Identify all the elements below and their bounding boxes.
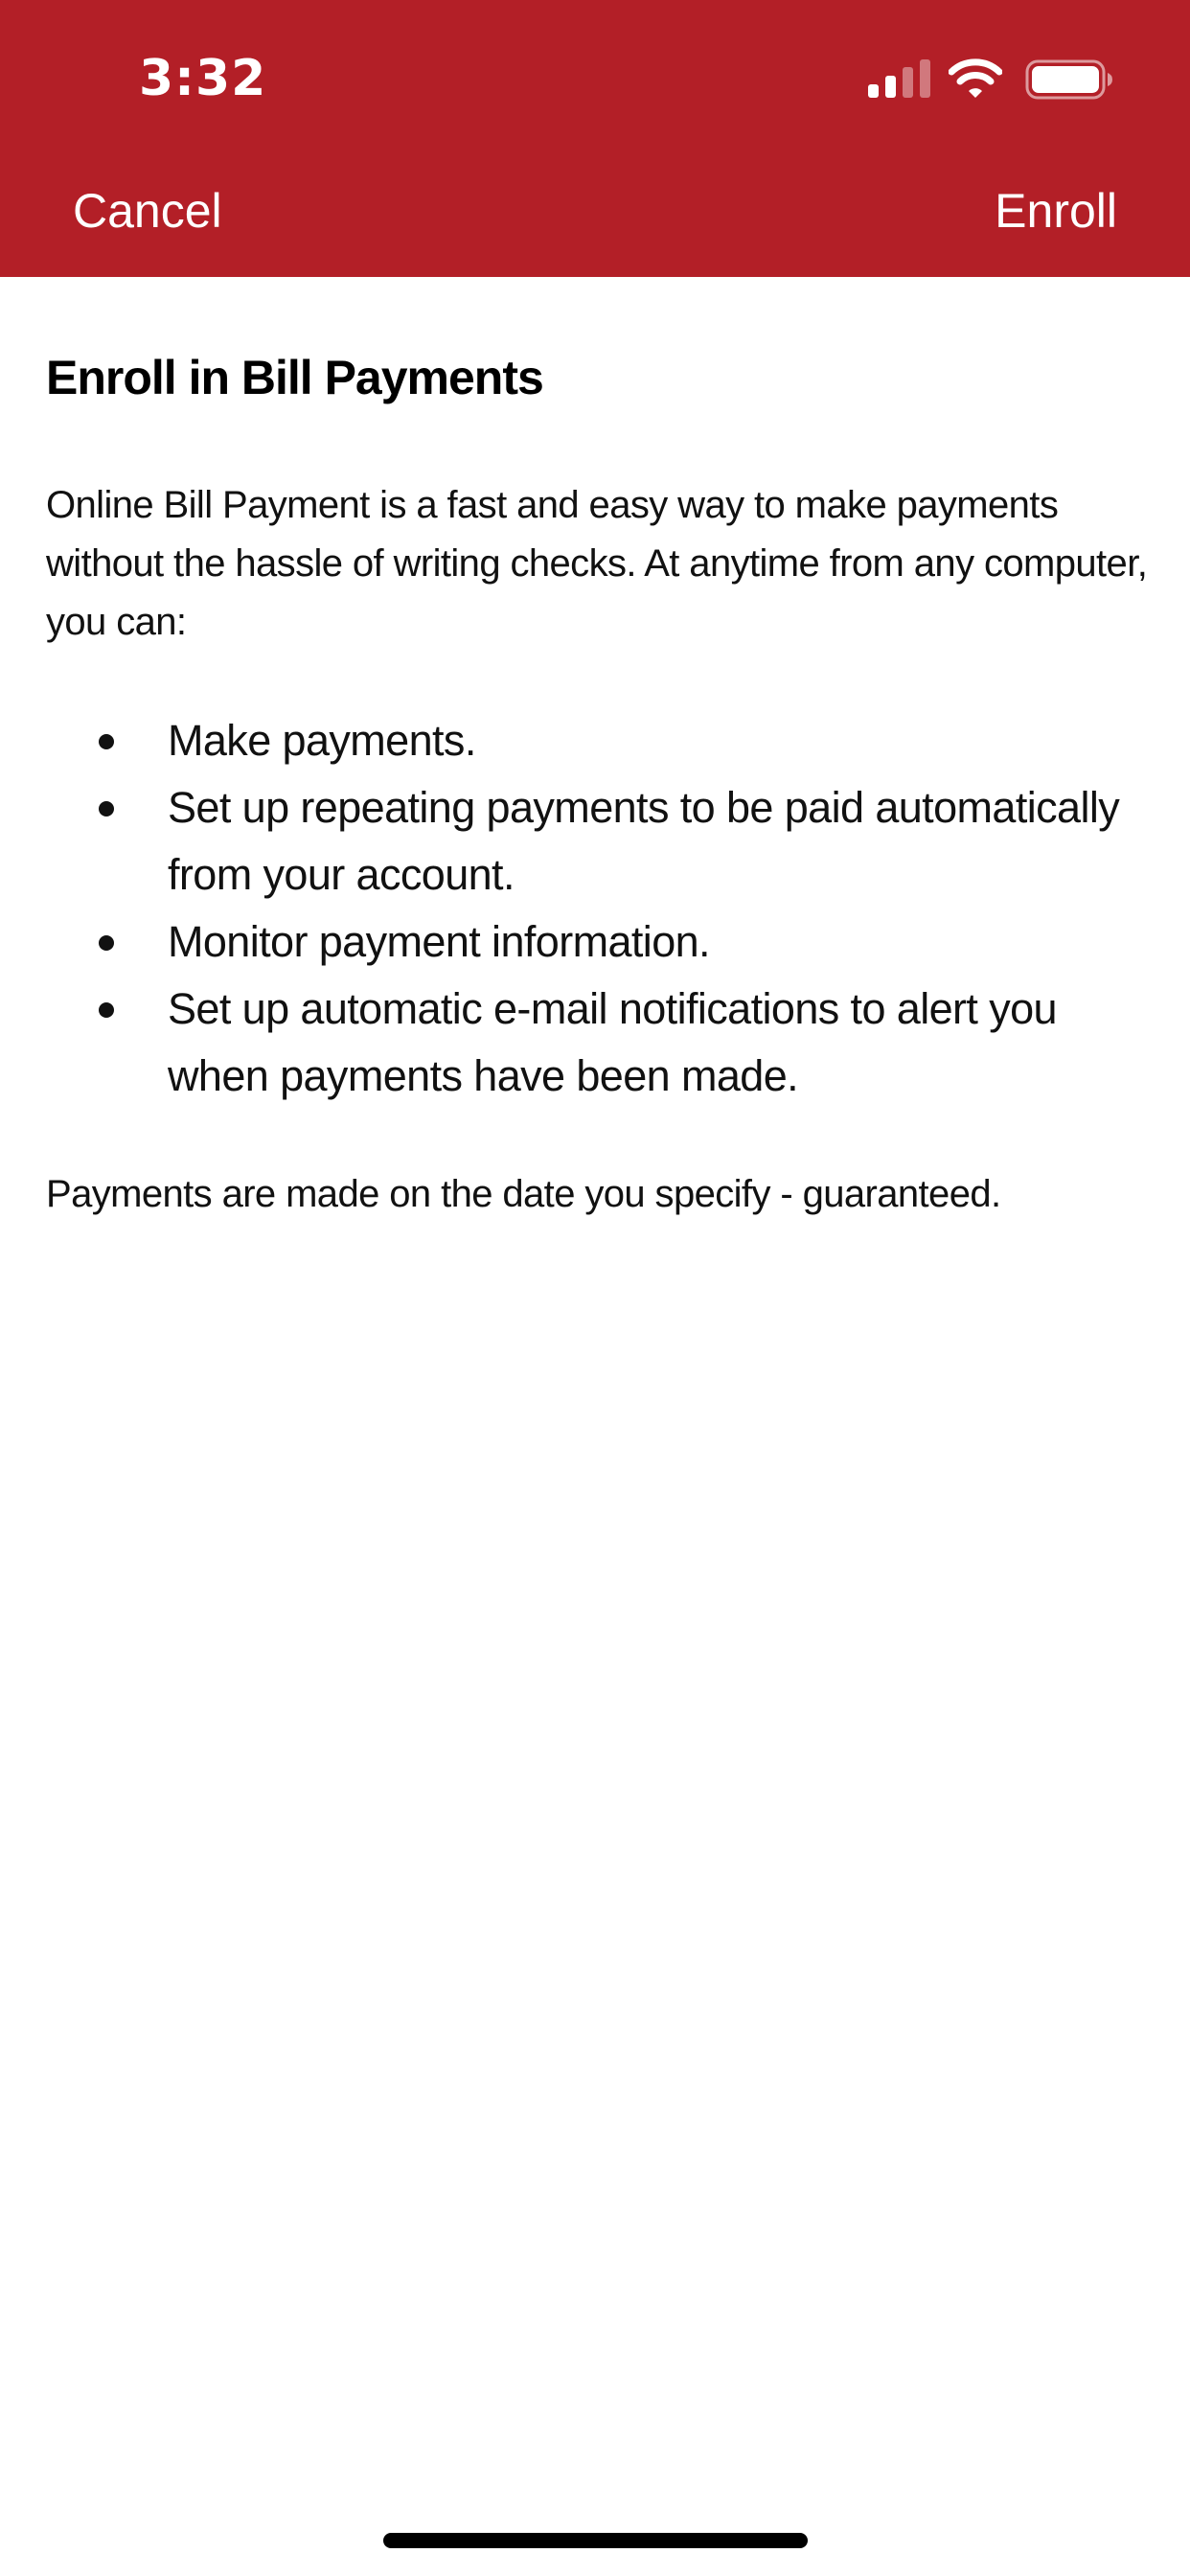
list-item-text: Set up repeating payments to be paid automatically from your account. xyxy=(168,783,1120,899)
navigation-header xyxy=(0,0,1190,277)
list-item-text: Monitor payment information. xyxy=(168,917,710,966)
home-indicator[interactable] xyxy=(383,2533,808,2548)
page-title: Enroll in Bill Payments xyxy=(46,351,543,404)
main-content xyxy=(46,277,1148,1224)
wifi-icon xyxy=(949,58,1002,100)
list-item xyxy=(168,707,1148,774)
guarantee-note: Payments are made on the date you specify - guaranteed. xyxy=(46,1173,1001,1215)
enroll-button[interactable]: Enroll xyxy=(995,184,1117,238)
bullet-icon xyxy=(99,935,114,951)
cancel-button[interactable]: Cancel xyxy=(73,184,222,238)
battery-icon xyxy=(1025,59,1113,100)
intro-paragraph: Online Bill Payment is a fast and easy way to make payments without the hassle of writing checks. At anytime from any computer, you can: xyxy=(46,484,1148,643)
cellular-signal-icon xyxy=(868,59,931,98)
feature-list xyxy=(46,707,1148,1110)
bullet-icon xyxy=(99,1002,114,1018)
status-bar-time: 3:32 xyxy=(139,50,267,107)
list-item xyxy=(168,976,1148,1110)
list-item-text: Make payments. xyxy=(168,716,476,765)
list-item xyxy=(168,908,1148,976)
list-item xyxy=(168,774,1148,908)
list-item-text: Set up automatic e-mail notifications to alert you when payments have been made. xyxy=(168,984,1057,1100)
bullet-icon xyxy=(99,801,114,816)
bullet-icon xyxy=(99,734,114,749)
